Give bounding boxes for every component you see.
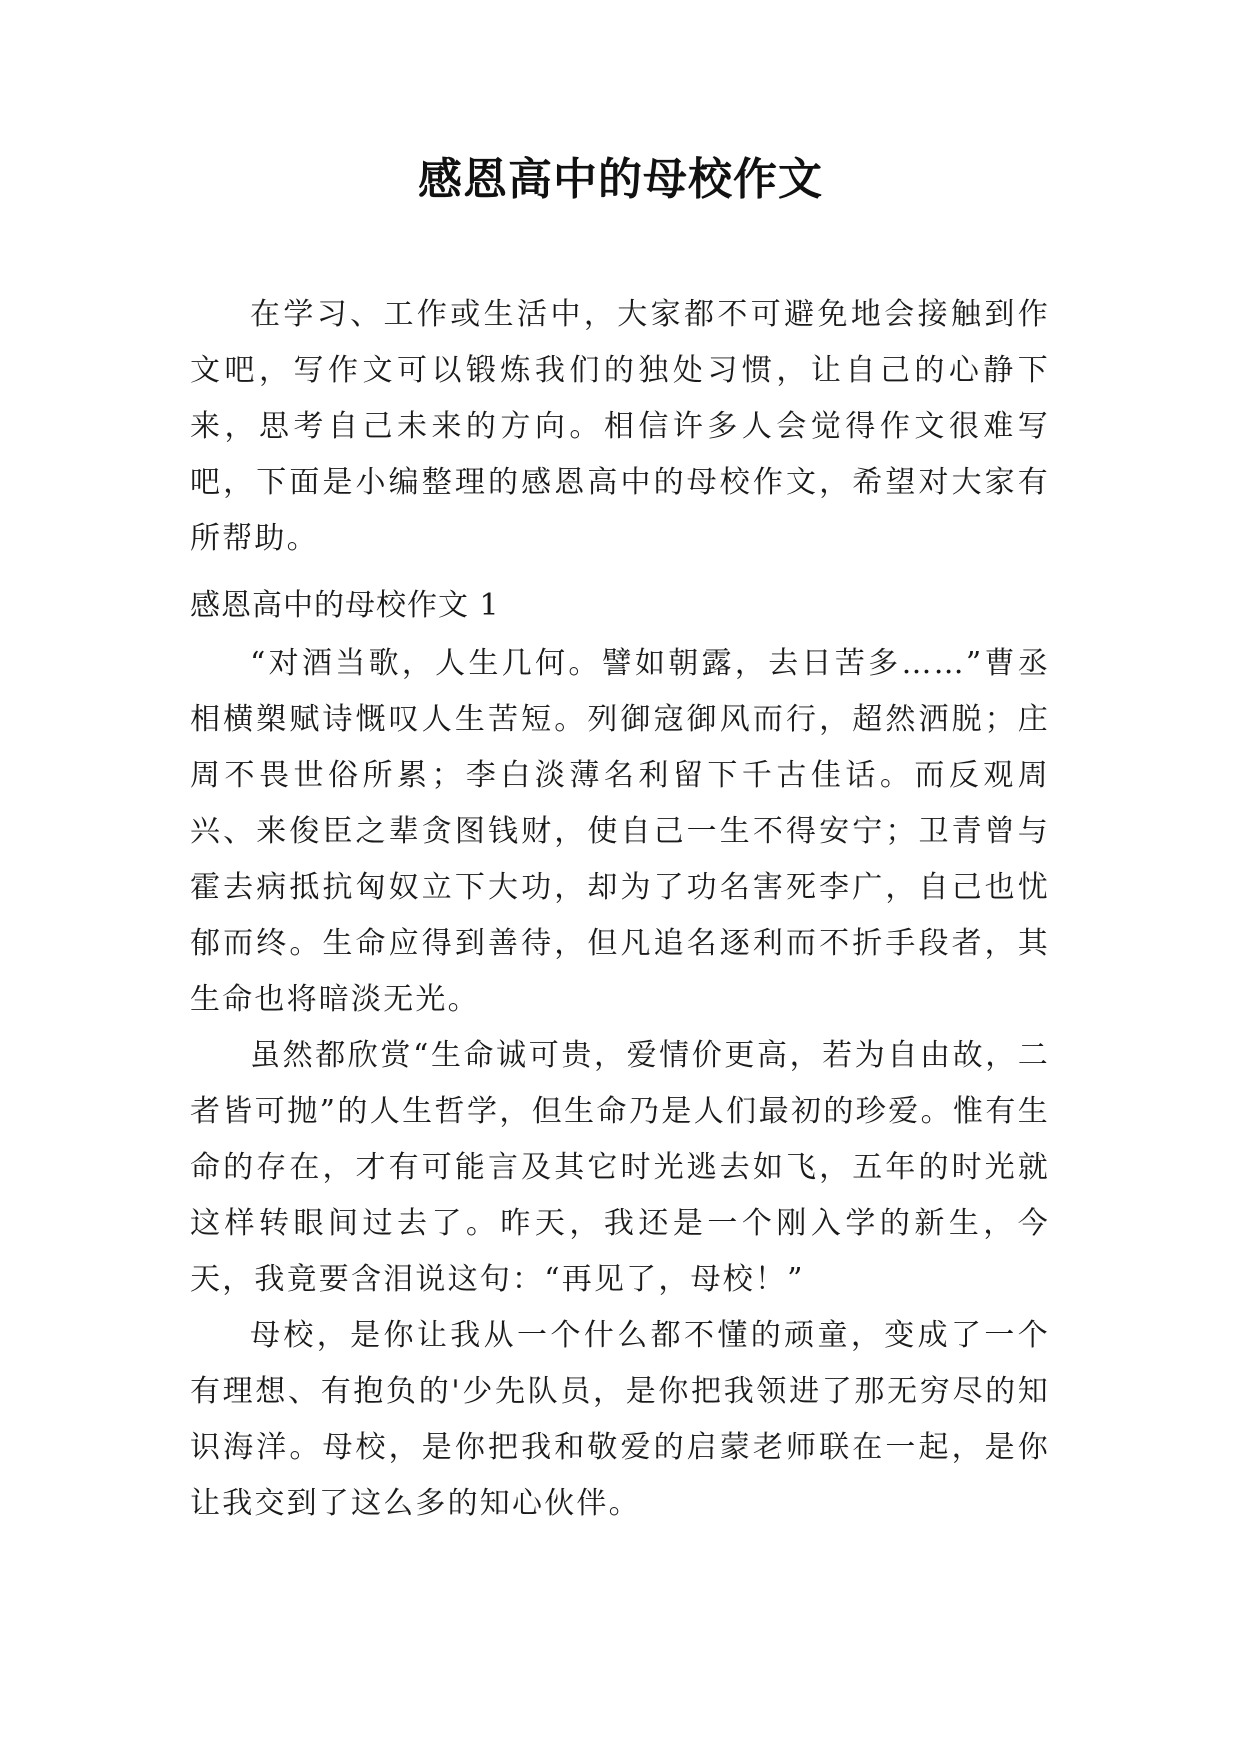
intro-section [190, 287, 1050, 567]
essay-paragraph-3: 母校，是你让我从一个什么都不懂的顽童，变成了一个有理想、有抱负的'少先队员，是你把我领进了那无穷尽的知识海洋。母校，是你把我和敬爱的启蒙老师联在一起，是你让我交到了这么多的知心伙伴。 [190, 1318, 1050, 1521]
document-title: 感恩高中的母校作文 [418, 154, 823, 205]
essay-paragraph-1: “对酒当歌，人生几何。譬如朝露，去日苦多……”曹丞相横槊赋诗慨叹人生苦短。列御寇御风而行，超然洒脱；庄周不畏世俗所累；李白淡薄名利留下千古佳话。而反观周兴、来俊臣之辈贪图钱财，使自己一生不得安宁；卫青曾与霍去病抵抗匈奴立下大功，却为了功名害死李广，自己也忧郁而终。生命应得到善待，但凡追名逐利而不折手段者，其生命也将暗淡无光。 [190, 646, 1050, 1017]
section-heading: 感恩高中的母校作文 1 [190, 588, 500, 623]
intro-paragraph: 在学习、工作或生活中，大家都不可避免地会接触到作文吧，写作文可以锻炼我们的独处习惯，让自己的心静下来，思考自己未来的方向。相信许多人会觉得作文很难写吧，下面是小编整理的感恩高中的母校作文，希望对大家有所帮助。 [190, 297, 1050, 556]
essay-body [190, 636, 1050, 1532]
essay-paragraph-2: 虽然都欣赏“生命诚可贵，爱情价更高，若为自由故，二者皆可抛”的人生哲学，但生命乃是人们最初的珍爱。惟有生命的存在，才有可能言及其它时光逃去如飞，五年的时光就这样转眼间过去了。昨天，我还是一个刚入学的新生，今天，我竟要含泪说这句：“再见了，母校！” [190, 1038, 1050, 1297]
